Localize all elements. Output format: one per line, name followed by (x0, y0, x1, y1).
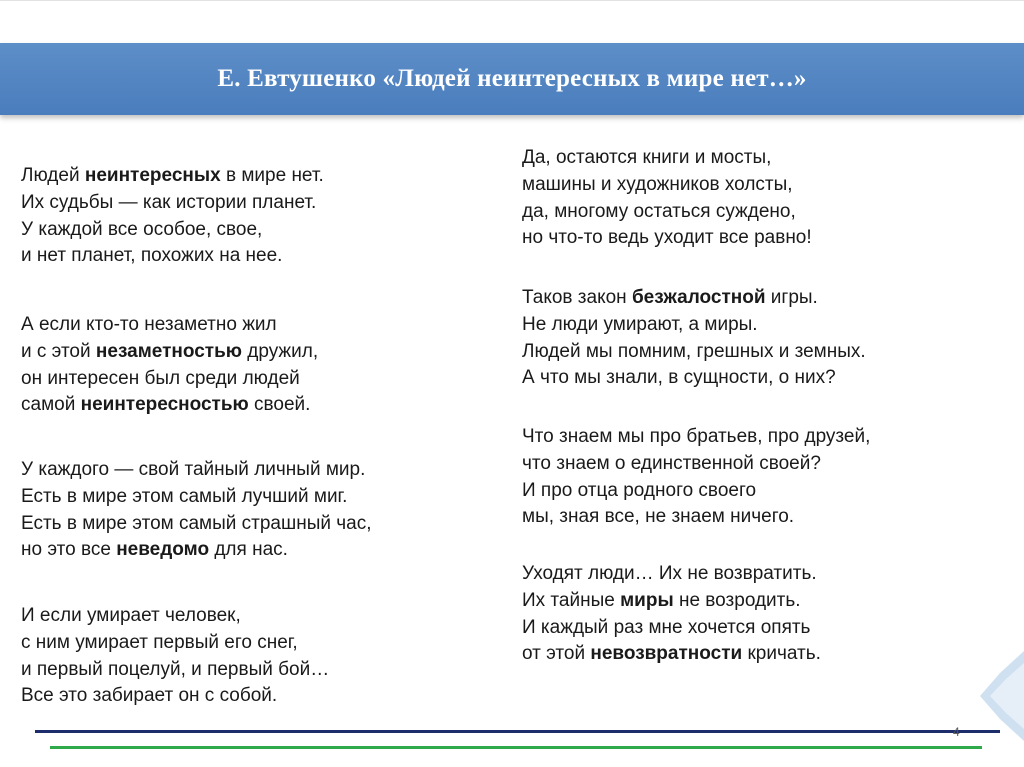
poem-line (21, 484, 372, 511)
poem-line (21, 457, 372, 484)
emphasized-word: безжалостной (631, 287, 766, 308)
poem-line (522, 285, 866, 312)
poem-line (522, 339, 866, 366)
line-text: да, многому остаться суждено, (522, 200, 796, 222)
line-text: У каждой все особое, свое, (21, 218, 263, 240)
line-text: И если умирает человек, (21, 605, 241, 626)
line-text: дружил, (242, 340, 319, 362)
line-text: машины и художников холсты, (522, 173, 793, 195)
poem-line (21, 163, 324, 190)
line-text: Уходят люди… Их не возвратить. (522, 563, 817, 584)
left-stanza-2 (21, 312, 318, 419)
line-text: с ним умирает первый его снег, (21, 631, 298, 653)
poem-line (21, 312, 318, 339)
footer-rule-dark (35, 730, 1000, 733)
line-text: от этой (522, 643, 591, 665)
left-stanza-4 (21, 603, 329, 710)
poem-line (21, 683, 329, 710)
poem-line (21, 537, 372, 564)
poem-line (21, 657, 329, 684)
emphasized-word: неинтересностью (80, 394, 249, 416)
left-stanza-1 (21, 163, 324, 270)
poem-line (522, 365, 866, 392)
line-text: и нет планет, похожих на нее. (21, 245, 283, 267)
poem-line (522, 588, 821, 615)
line-text: в мире нет. (220, 165, 324, 186)
line-text: И про отца родного своего (522, 479, 757, 501)
line-text: Есть в мире этом самый страшный час, (21, 512, 372, 534)
poem-line (21, 366, 318, 393)
poem-line (21, 511, 372, 538)
line-text: но это все (21, 539, 117, 561)
poem-line (522, 641, 821, 668)
line-text: Есть в мире этом самый лучший миг. (21, 485, 348, 507)
emphasized-word: неинтересных (84, 165, 221, 186)
line-text: Их судьбы — как истории планет. (21, 191, 317, 213)
poem-line (522, 615, 821, 642)
footer-rule-green (50, 746, 982, 749)
line-text: игры. (765, 287, 818, 308)
line-text: но что-то ведь уходит все равно! (522, 227, 812, 249)
line-text: Людей мы помним, грешных и земных. (522, 340, 866, 362)
line-text: А если кто-то незаметно жил (21, 314, 277, 335)
poem-line (21, 243, 324, 270)
line-text: Все это забирает он с собой. (21, 685, 278, 707)
right-stanza-2 (522, 285, 866, 392)
poem-line (522, 478, 870, 505)
right-stanza-4 (522, 561, 821, 668)
line-text: Их тайные (522, 589, 621, 611)
line-text: У каждого — свой тайный личный мир. (21, 459, 366, 480)
line-text: И каждый раз мне хочется опять (522, 616, 811, 638)
poem-line (21, 630, 329, 657)
poem-line (522, 312, 866, 339)
poem-line (522, 451, 870, 478)
line-text: мы, зная все, не знаем ничего. (522, 506, 795, 528)
line-text: не возродить. (673, 589, 801, 611)
line-text: Людей (21, 165, 85, 186)
line-text: своей. (248, 394, 311, 416)
page-number: 4 (953, 725, 960, 739)
emphasized-word: миры (620, 589, 674, 611)
line-text: Что знаем мы про братьев, про друзей, (522, 426, 871, 447)
line-text: что знаем о единственной своей? (522, 452, 821, 474)
poem-line (21, 339, 318, 366)
line-text: Таков закон (522, 287, 632, 308)
line-text: А что мы знали, в сущности, о них? (522, 367, 836, 389)
emphasized-word: невозвратности (590, 643, 743, 665)
line-text: и с этой (21, 340, 96, 362)
line-text: и первый поцелуй, и первый бой… (21, 658, 330, 680)
emphasized-word: незаметностью (95, 340, 242, 362)
slide-title: Е. Евтушенко «Людей неинтересных в мире нет…» (217, 65, 807, 92)
line-text: Да, остаются книги и мосты, (522, 147, 772, 168)
line-text: самой (21, 394, 81, 416)
right-stanza-1 (522, 145, 812, 252)
poem-line (21, 603, 329, 630)
emphasized-word: неведомо (116, 539, 210, 561)
line-text: он интересен был среди людей (21, 367, 300, 389)
poem-line (522, 225, 812, 252)
poem-line (522, 145, 812, 172)
left-stanza-3 (21, 457, 372, 564)
right-stanza-3 (522, 424, 870, 531)
line-text: Не люди умирают, а миры. (522, 313, 758, 335)
line-text: для нас. (209, 539, 288, 561)
line-text: кричать. (742, 643, 821, 665)
poem-line (522, 561, 821, 588)
poem-line (21, 190, 324, 217)
title-banner (0, 43, 1024, 115)
corner-tab-decoration (980, 651, 1024, 741)
poem-line (522, 199, 812, 226)
poem-line (522, 504, 870, 531)
poem-line (522, 424, 870, 451)
poem-line (21, 392, 318, 419)
poem-line (522, 172, 812, 199)
poem-line (21, 217, 324, 244)
